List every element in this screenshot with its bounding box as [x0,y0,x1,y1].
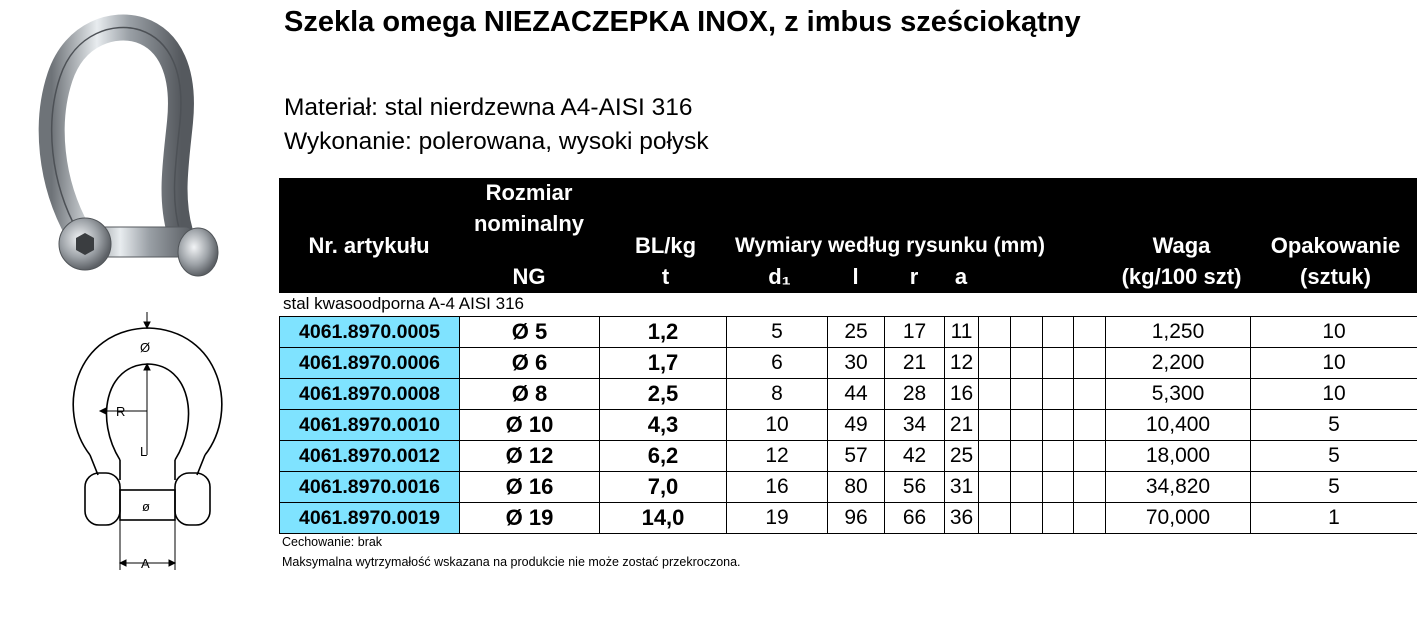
cell-a: 16 [945,379,979,410]
cell-r: 28 [885,379,945,410]
header-bl: BL/kg [634,233,697,258]
cell-empty [1043,472,1074,503]
table-row [280,472,1417,503]
cell-breaking-load: 1,7 [600,348,727,379]
page-title: Szekla omega NIEZACZEPKA INOX, z imbus sześciokątny [284,6,1081,38]
cell-pack: 10 [1251,348,1417,379]
cell-empty [1074,379,1106,410]
cell-empty [1011,503,1043,534]
header-weight-unit: (kg/100 szt) [1121,264,1242,289]
cell-nominal-size: Ø 5 [460,317,600,348]
cell-empty [979,441,1011,472]
section-label: stal kwasoodporna A-4 AISI 316 [283,294,524,313]
cell-article: 4061.8970.0006 [280,348,460,379]
cell-pack: 10 [1251,379,1417,410]
cell-empty [1074,472,1106,503]
cell-l: 96 [828,503,885,534]
cell-r: 17 [885,317,945,348]
cell-weight: 5,300 [1106,379,1251,410]
cell-l: 30 [828,348,885,379]
header-pack-unit: (sztuk) [1300,264,1371,289]
header-pack: Opakowanie [1270,233,1401,258]
cell-empty [1043,503,1074,534]
header-d1: d₁ [768,264,791,289]
cell-empty [1043,379,1074,410]
drawing-label-l: L [140,444,148,459]
cell-a: 36 [945,503,979,534]
table-header [279,178,1417,293]
header-weight: Waga [1152,233,1211,258]
cell-article: 4061.8970.0008 [280,379,460,410]
table-row [280,410,1417,441]
cell-r: 21 [885,348,945,379]
table-row [280,348,1417,379]
technical-drawing [60,310,245,575]
cell-breaking-load: 7,0 [600,472,727,503]
cell-pack: 10 [1251,317,1417,348]
header-bl-unit: t [661,264,670,289]
cell-a: 31 [945,472,979,503]
cell-breaking-load: 1,2 [600,317,727,348]
cell-d1: 6 [727,348,828,379]
cell-nominal-size: Ø 10 [460,410,600,441]
header-l: l [852,264,859,289]
cell-empty [1011,410,1043,441]
cell-breaking-load: 2,5 [600,379,727,410]
cell-a: 25 [945,441,979,472]
cell-empty [1011,348,1043,379]
cell-empty [1043,317,1074,348]
cell-d1: 19 [727,503,828,534]
finish-line: Wykonanie: polerowana, wysoki połysk [284,128,709,155]
cell-weight: 1,250 [1106,317,1251,348]
cell-empty [1011,379,1043,410]
table-row [280,379,1417,410]
cell-a: 11 [945,317,979,348]
cell-pack: 1 [1251,503,1417,534]
cell-empty [979,410,1011,441]
cell-empty [979,503,1011,534]
table-row [280,317,1417,348]
cell-weight: 34,820 [1106,472,1251,503]
cell-l: 25 [828,317,885,348]
cell-pack: 5 [1251,472,1417,503]
cell-empty [979,472,1011,503]
cell-nominal-size: Ø 19 [460,503,600,534]
warning-note: Maksymalna wytrzymałość wskazana na produkcie nie może zostać przekroczona. [282,555,741,569]
cell-d1: 16 [727,472,828,503]
table-row [280,441,1417,472]
material-line: Materiał: stal nierdzewna A4-AISI 316 [284,94,693,121]
cell-r: 34 [885,410,945,441]
header-dims-title: Wymiary według rysunku (mm) [734,234,1046,257]
header-nominal-line1: Rozmiar [485,180,573,205]
cell-empty [1074,441,1106,472]
cell-a: 21 [945,410,979,441]
cell-article: 4061.8970.0019 [280,503,460,534]
cell-breaking-load: 6,2 [600,441,727,472]
cell-empty [1011,441,1043,472]
header-r: r [909,264,919,289]
cell-d1: 5 [727,317,828,348]
drawing-label-top: Ø [140,340,151,355]
cell-empty [979,379,1011,410]
cell-breaking-load: 14,0 [600,503,727,534]
product-table [279,316,1417,534]
cell-weight: 2,200 [1106,348,1251,379]
cell-breaking-load: 4,3 [600,410,727,441]
header-nominal-line2: nominalny [473,211,584,236]
cell-weight: 70,000 [1106,503,1251,534]
cell-l: 57 [828,441,885,472]
cell-weight: 18,000 [1106,441,1251,472]
cell-r: 66 [885,503,945,534]
cell-pack: 5 [1251,441,1417,472]
cell-l: 44 [828,379,885,410]
cell-nominal-size: Ø 8 [460,379,600,410]
table-row [280,503,1417,534]
drawing-label-pin: ø [142,499,150,514]
cell-nominal-size: Ø 6 [460,348,600,379]
drawing-label-r: R [116,404,126,419]
cell-empty [979,348,1011,379]
cell-article: 4061.8970.0012 [280,441,460,472]
cell-empty [1011,317,1043,348]
drawing-label-a: A [141,556,150,571]
cell-r: 42 [885,441,945,472]
cell-article: 4061.8970.0016 [280,472,460,503]
cell-d1: 8 [727,379,828,410]
cell-nominal-size: Ø 16 [460,472,600,503]
cell-empty [1074,503,1106,534]
cell-article: 4061.8970.0005 [280,317,460,348]
header-article: Nr. artykułu [308,233,430,258]
cell-d1: 12 [727,441,828,472]
header-a: a [954,264,968,289]
cell-empty [1043,410,1074,441]
header-nominal-ng: NG [512,264,546,289]
cell-d1: 10 [727,410,828,441]
cell-empty [1074,410,1106,441]
marking-note: Cechowanie: brak [282,535,383,549]
cell-empty [1074,317,1106,348]
product-photo [20,12,235,297]
cell-article: 4061.8970.0010 [280,410,460,441]
cell-weight: 10,400 [1106,410,1251,441]
cell-empty [979,317,1011,348]
cell-l: 49 [828,410,885,441]
cell-empty [1043,348,1074,379]
cell-a: 12 [945,348,979,379]
cell-empty [1043,441,1074,472]
cell-r: 56 [885,472,945,503]
cell-empty [1074,348,1106,379]
cell-empty [1011,472,1043,503]
cell-nominal-size: Ø 12 [460,441,600,472]
cell-l: 80 [828,472,885,503]
cell-pack: 5 [1251,410,1417,441]
